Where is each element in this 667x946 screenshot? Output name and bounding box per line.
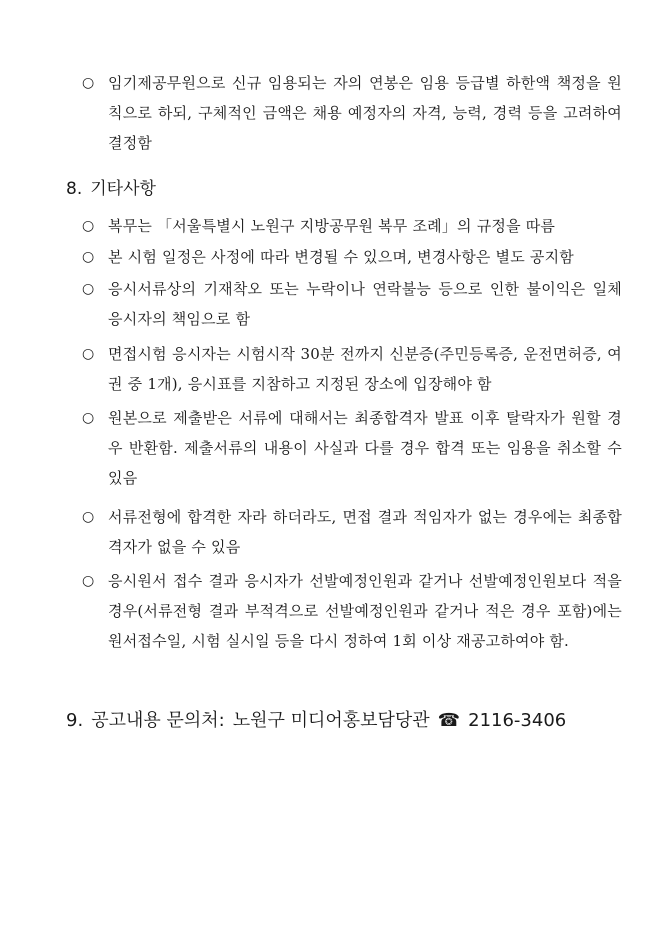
item-text: 응시원서 접수 결과 응시자가 선발예정인원과 같거나 선발예정인원보다 적을 경우(서류전형 결과 부적격으로 선발예정인원과 같거나 적은 경우 포함)에는 원서접수일, 시험 실시일 등을 다시 정하여 1회 이상 재공고하여야 함. [108,572,622,650]
section-8-heading [66,176,156,202]
bullet-icon: ○ [82,346,95,362]
bullet-icon: ○ [82,281,95,297]
item-text: 임기제공무원으로 신규 임용되는 자의 연봉은 임용 등급별 하한액 책정을 원칙으로 하되, 구체적인 금액은 채용 예정자의 자격, 능력, 경력 등을 고려하여 결정함 [108,74,622,152]
list-item [82,403,622,493]
contact-phone [438,708,567,734]
section-title: 기타사항 [90,179,156,199]
phone-number: 2116-3406 [468,710,567,731]
bullet-icon: ○ [82,573,95,589]
item-text: 복무는 「서울특별시 노원구 지방공무원 복무 조례」의 규정을 따름 [108,217,556,235]
bullet-icon: ○ [82,249,95,265]
bullet-icon: ○ [82,218,95,234]
item-text: 서류전형에 합격한 자라 하더라도, 면접 결과 적임자가 없는 경우에는 최종합격자가 없을 수 있음 [108,508,622,556]
list-item-salary [82,68,622,158]
item-text: 원본으로 제출받은 서류에 대해서는 최종합격자 발표 이후 탈락자가 원할 경우 반환함. 제출서류의 내용이 사실과 다를 경우 합격 또는 임용을 취소할 수 있음 [108,409,622,487]
section-title: 공고내용 문의처: [91,710,225,731]
section-number: 8. [66,179,83,199]
list-item [82,339,622,399]
section-number: 9. [66,710,84,731]
item-text: 면접시험 응시자는 시험시작 30분 전까지 신분증(주민등록증, 운전면허증, 여권 중 1개), 응시표를 지참하고 지정된 장소에 입장해야 함 [108,345,622,393]
list-item [82,274,622,334]
list-item [82,502,622,562]
phone-icon: ☎ [437,710,461,731]
bullet-icon: ○ [82,75,95,91]
list-item [82,211,622,241]
item-text: 본 시험 일정은 사정에 따라 변경될 수 있으며, 변경사항은 별도 공지함 [108,248,574,266]
section-9-heading [66,708,566,734]
list-item [82,566,622,656]
bullet-icon: ○ [82,509,95,525]
contact-department: 노원구 미디어홍보담당관 [232,710,430,731]
item-text: 응시서류상의 기재착오 또는 누락이나 연락불능 등으로 인한 불이익은 일체 응시자의 책임으로 함 [108,280,622,328]
list-item [82,242,622,272]
bullet-icon: ○ [82,410,95,426]
